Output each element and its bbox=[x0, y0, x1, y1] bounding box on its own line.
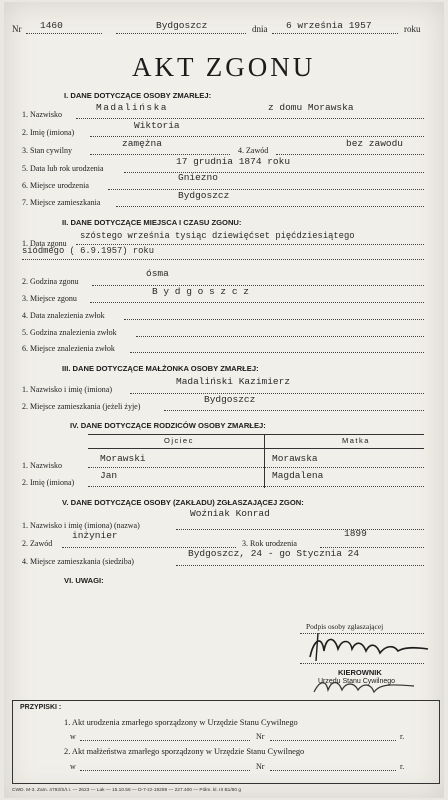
annotation-1-w-label: w bbox=[70, 732, 76, 741]
document-title: AKT ZGONU bbox=[132, 52, 316, 82]
print-footer: CWD. M-3. Zam. 4793/S/I.I. — 2623 — Lak — 15.10.56 — D-7-zz-19289 — 227.400 — Półm. kl. III B1/80 g bbox=[12, 788, 242, 793]
body-found-date-label: 4. Data znalezienia zwłok bbox=[22, 311, 105, 320]
death-hour-dots bbox=[92, 285, 424, 286]
spouse-residence-dots bbox=[164, 410, 424, 411]
section-3-heading: III. DANE DOTYCZĄCE MAŁŻONKA OSOBY ZMARŁEJ: bbox=[62, 364, 259, 373]
death-date-label: 1. Data zgonu bbox=[22, 239, 67, 248]
informant-occupation-label: 2. Zawód bbox=[22, 539, 53, 548]
occupation-dots bbox=[276, 154, 424, 155]
place-dots bbox=[116, 33, 246, 34]
date-value: 6 września 1957 bbox=[286, 20, 372, 31]
parents-name-label: 2. Imię (imiona) bbox=[22, 478, 75, 487]
first-name-value: Wiktoria bbox=[134, 120, 180, 131]
father-column-header: Ojciec bbox=[164, 436, 194, 445]
birthplace-value: Gniezno bbox=[178, 172, 218, 183]
death-date-dots-1 bbox=[76, 244, 424, 245]
civil-status-value: zamężna bbox=[122, 138, 162, 149]
date-dots bbox=[272, 33, 398, 34]
registrar-stamp-office: Urzędu Stanu Cywilnego bbox=[318, 678, 396, 685]
annotation-1-text: 1. Akt urodzenia zmarłego sporządzony w Urzędzie Stanu Cywilnego bbox=[64, 718, 298, 727]
annotation-2-w-label: w bbox=[70, 762, 76, 771]
birth-date-value: 17 grudnia 1874 roku bbox=[176, 156, 291, 167]
residence-value: Bydgoszcz bbox=[178, 190, 230, 201]
birth-date-label: 5. Data lub rok urodzenia bbox=[22, 164, 104, 173]
parents-surname-label: 1. Nazwisko bbox=[22, 461, 62, 470]
father-surname-value: Morawski bbox=[100, 453, 146, 464]
death-date-value-line-1: szóstego września tysiąc dziewięćset pięćdziesiątego bbox=[80, 231, 355, 241]
registrar-stamp-title: KIEROWNIK bbox=[338, 668, 382, 677]
birthplace-dots bbox=[108, 189, 424, 190]
informant-name-label: 1. Nazwisko i imię (imiona) (nazwa) bbox=[22, 521, 140, 530]
registrar-signature-image bbox=[304, 676, 424, 698]
section-2-heading: II. DANE DOTYCZĄCE MIEJSCA I CZASU ZGONU: bbox=[62, 218, 242, 227]
section-4-heading: IV. DANE DOTYCZĄCE RODZICÓW OSOBY ZMARŁEJ: bbox=[70, 421, 266, 430]
nr-value: 1460 bbox=[40, 20, 63, 31]
informant-birth-year-label: 3. Rok urodzenia bbox=[242, 539, 297, 548]
annotation-1-nr-label: Nr bbox=[256, 732, 265, 741]
annotation-2-text: 2. Akt małżeństwa zmarłego sporządzony w Urzędzie Stanu Cywilnego bbox=[64, 747, 305, 756]
spouse-name-label: 1. Nazwisko i imię (imiona) bbox=[22, 385, 112, 394]
nr-dots bbox=[26, 33, 102, 34]
informant-residence-value: Bydgoszcz, 24 - go Stycznia 24 bbox=[188, 548, 360, 559]
annotation-2-nr-label: Nr bbox=[256, 762, 265, 771]
death-hour-label: 2. Godzina zgonu bbox=[22, 277, 79, 286]
residence-label: 7. Miejsce zamieszkania bbox=[22, 198, 101, 207]
annotation-1-place-dots bbox=[80, 740, 250, 741]
first-name-label: 2. Imię (imiona) bbox=[22, 128, 75, 137]
spouse-name-value: Madaliński Kazimierz bbox=[176, 376, 291, 387]
informant-occupation-value: inżynier bbox=[72, 530, 118, 541]
maiden-name-value: z domu Morawska bbox=[268, 102, 354, 113]
death-certificate-page bbox=[4, 2, 444, 798]
mother-surname-value: Morawska bbox=[272, 453, 318, 464]
body-found-place-dots bbox=[130, 352, 424, 353]
mother-name-value: Magdalena bbox=[272, 470, 324, 481]
body-found-place-label: 6. Miejsce znalezienia zwłok bbox=[22, 344, 115, 353]
parents-table-divider bbox=[264, 434, 265, 488]
civil-status-label: 3. Stan cywilny bbox=[22, 146, 72, 155]
dnia-label: dnia bbox=[252, 24, 268, 34]
surname-label: 1. Nazwisko bbox=[22, 110, 62, 119]
place-value: Bydgoszcz bbox=[156, 20, 208, 31]
first-name-dots bbox=[90, 136, 424, 137]
death-place-label: 3. Miejsce zgonu bbox=[22, 294, 77, 303]
body-found-hour-label: 5. Godzina znalezienia zwłok bbox=[22, 328, 117, 337]
section-1-heading: I. DANE DOTYCZĄCE OSOBY ZMARŁEJ: bbox=[64, 91, 212, 100]
spouse-name-dots bbox=[130, 393, 424, 394]
death-place-dots bbox=[90, 302, 424, 303]
father-name-value: Jan bbox=[100, 470, 118, 481]
informant-birth-year-value: 1899 bbox=[344, 528, 367, 539]
signature-bottom-dots bbox=[300, 663, 424, 664]
informant-signature-label: Podpis osoby zgłaszającej bbox=[306, 622, 384, 631]
annotation-2-place-dots bbox=[80, 770, 250, 771]
spouse-residence-value: Bydgoszcz bbox=[204, 394, 256, 405]
annotations-box bbox=[12, 700, 440, 784]
annotation-1-nr-dots bbox=[270, 740, 396, 741]
informant-residence-dots bbox=[176, 565, 424, 566]
death-place-value: B y d g o s z c z bbox=[152, 286, 249, 297]
mother-column-header: Matka bbox=[342, 436, 370, 445]
parents-name-dots bbox=[88, 486, 424, 487]
annotation-1-year-label: r. bbox=[400, 732, 405, 741]
spouse-residence-label: 2. Miejsce zamieszkania (jeżeli żyje) bbox=[22, 402, 141, 411]
parents-surname-dots bbox=[88, 467, 424, 468]
birth-date-dots bbox=[124, 172, 424, 173]
informant-name-value: Woźniak Konrad bbox=[190, 508, 270, 519]
informant-name-dots bbox=[176, 529, 424, 530]
rok-label: roku bbox=[404, 24, 421, 34]
body-found-date-dots bbox=[124, 319, 424, 320]
section-5-heading: V. DANE DOTYCZĄCE OSOBY (ZAKŁADU) ZGŁASZAJĄCEJ ZGON: bbox=[62, 498, 304, 507]
surname-value: Madalińska bbox=[96, 102, 169, 113]
occupation-label: 4. Zawód bbox=[238, 146, 269, 155]
civil-status-dots bbox=[90, 154, 230, 155]
annotation-2-year-label: r. bbox=[400, 762, 405, 771]
birthplace-label: 6. Miejsce urodzenia bbox=[22, 181, 89, 190]
annotations-heading: PRZYPISKI : bbox=[20, 704, 62, 711]
nr-label: Nr bbox=[12, 24, 22, 34]
informant-signature-image bbox=[304, 627, 434, 665]
death-date-dots-2 bbox=[22, 259, 424, 260]
parents-table-top bbox=[88, 434, 424, 435]
section-6-heading: VI. UWAGI: bbox=[64, 576, 104, 585]
death-date-value-line-2: siódmego ( 6.9.1957) roku bbox=[22, 246, 154, 256]
body-found-hour-dots bbox=[136, 336, 424, 337]
residence-dots bbox=[116, 206, 424, 207]
occupation-value: bez zawodu bbox=[346, 138, 404, 149]
parents-table-header-line bbox=[88, 448, 424, 449]
informant-residence-label: 4. Miejsce zamieszkania (siedziba) bbox=[22, 557, 134, 566]
annotation-2-nr-dots bbox=[270, 770, 396, 771]
surname-dots bbox=[76, 118, 424, 119]
death-hour-value: ósma bbox=[146, 268, 169, 279]
